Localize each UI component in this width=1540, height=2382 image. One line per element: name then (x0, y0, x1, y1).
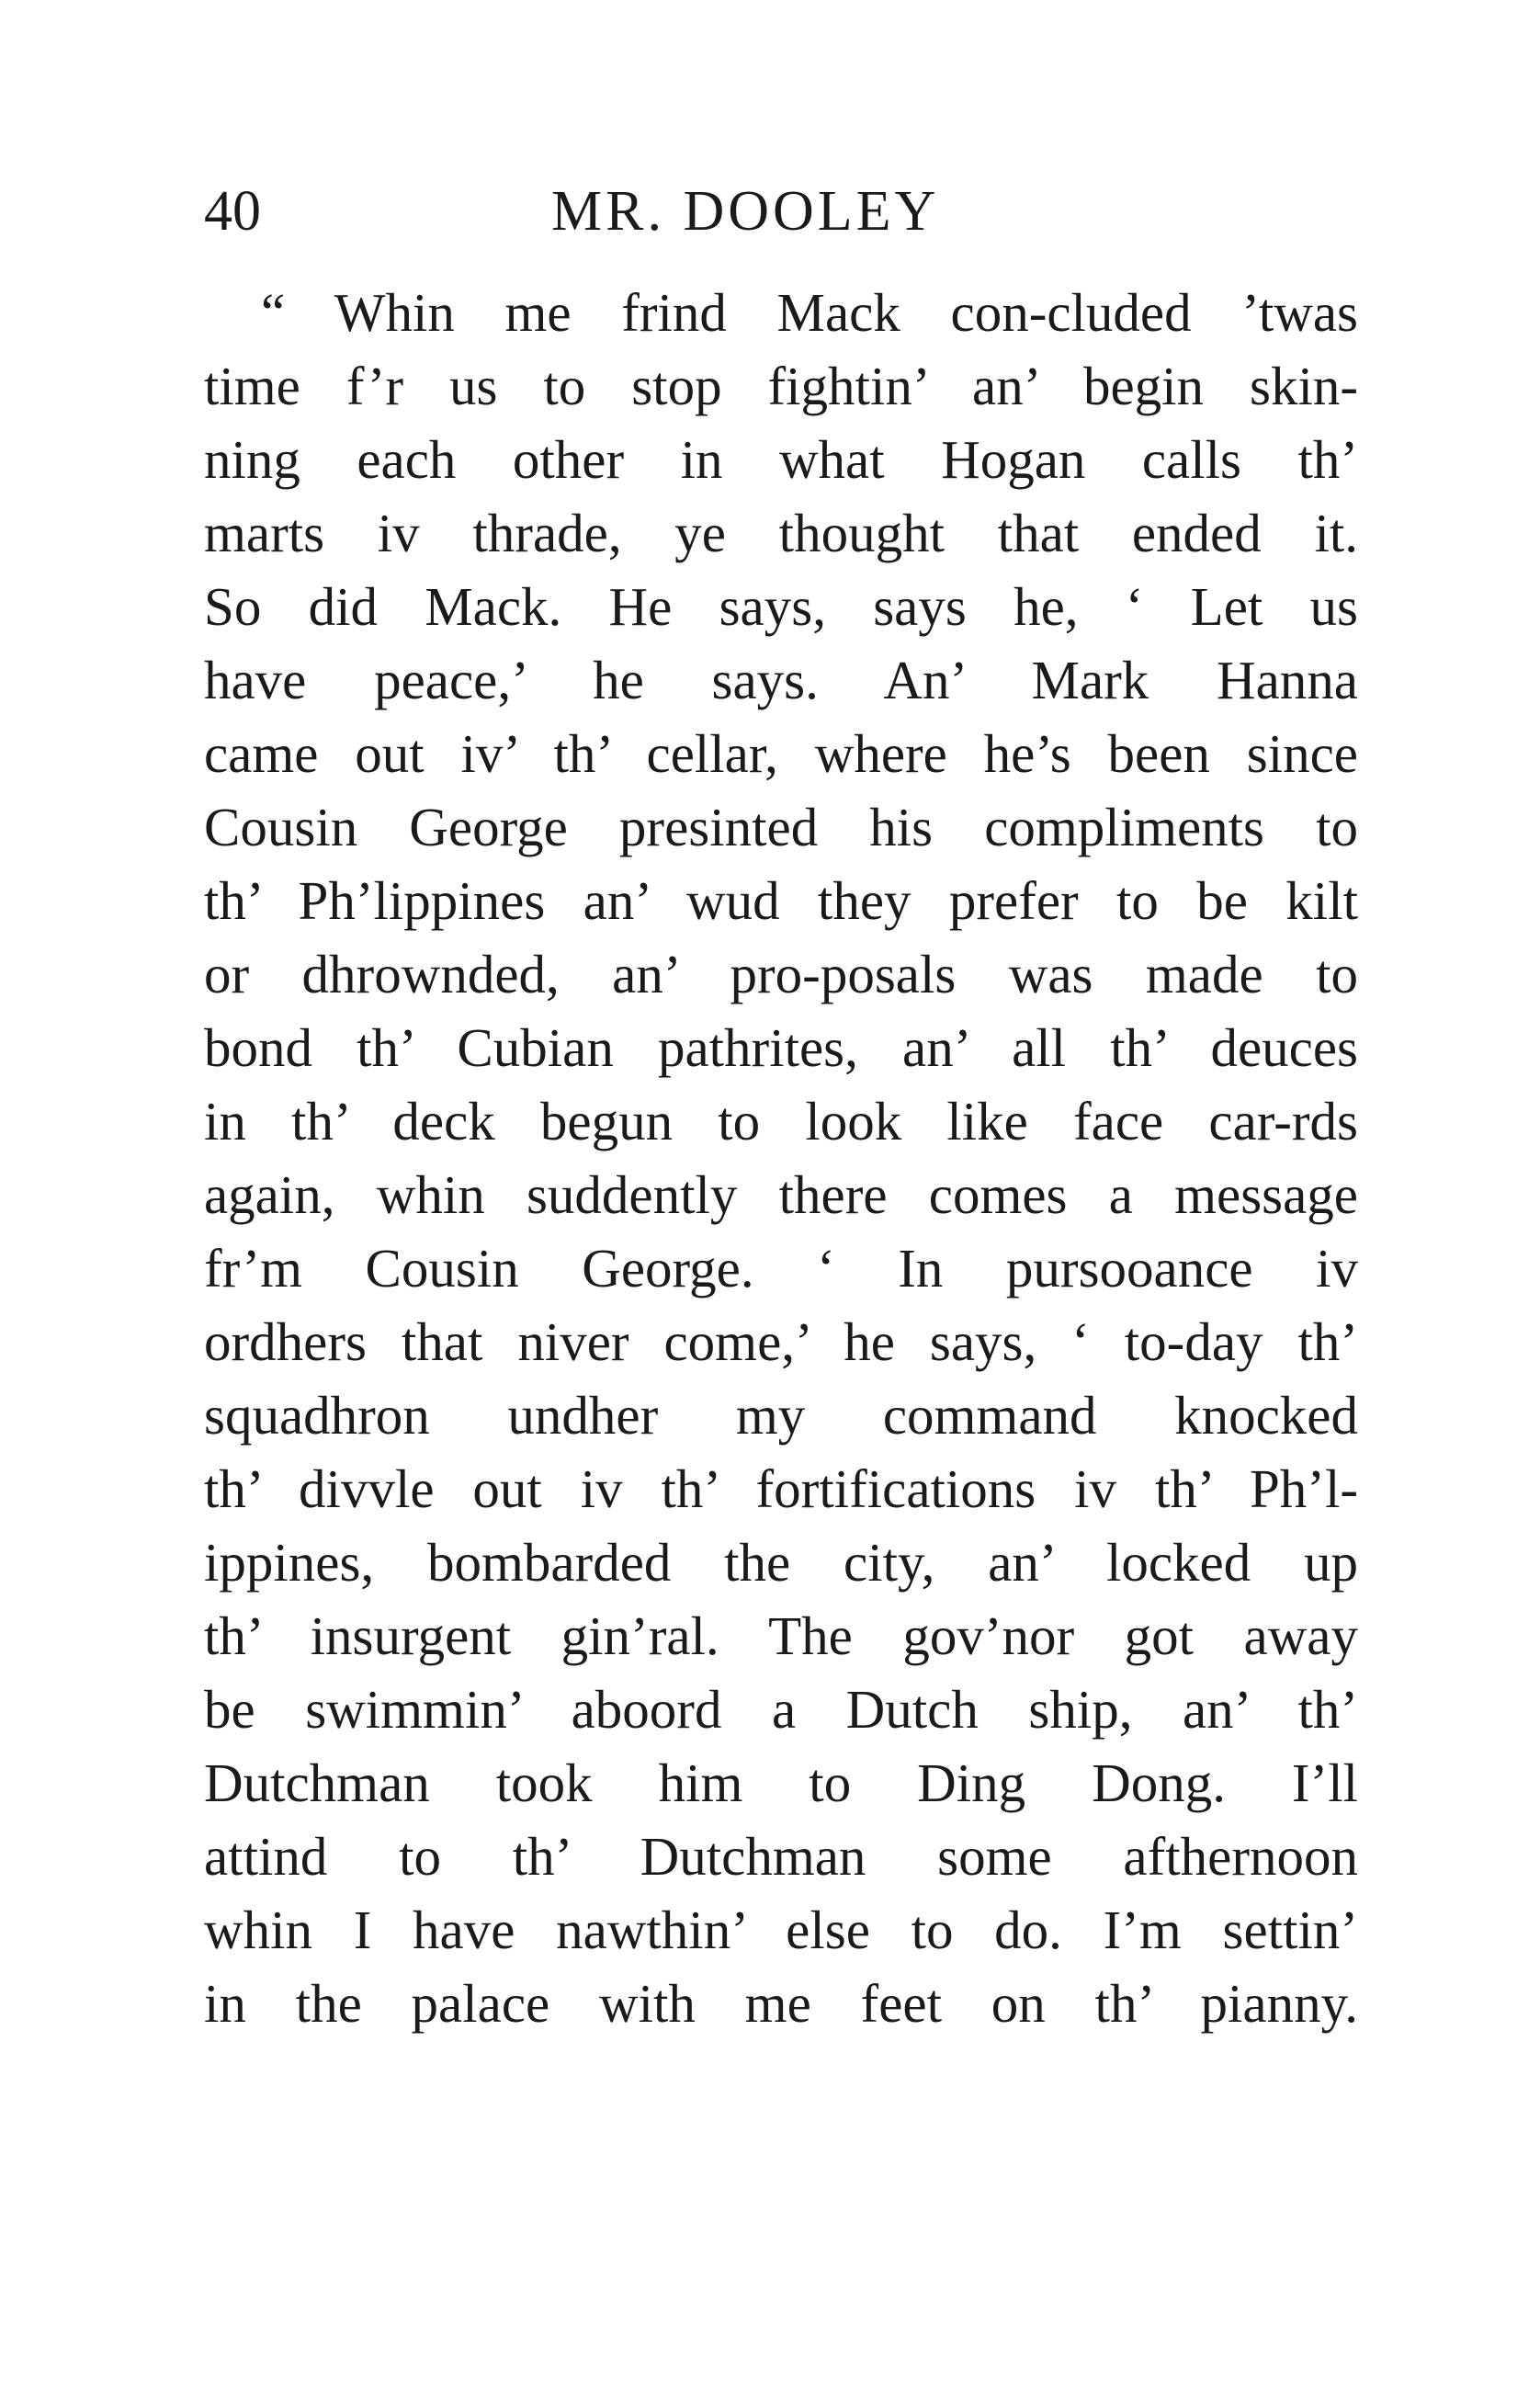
body-text (204, 276, 1358, 2040)
text-line: marts iv thrade, ye thought that ended it. (204, 503, 1358, 563)
text-line: in the palace with me feet on th’ pianny. (204, 1973, 1358, 2034)
text-line: Cousin George presinted his compliments to (204, 797, 1358, 857)
text-line: th’ Ph’lippines an’ wud they prefer to be kilt (204, 870, 1358, 931)
text-line: have peace,’ he says. An’ Mark Hanna (204, 650, 1358, 710)
text-line: time f’r us to stop fightin’ an’ begin skin- (204, 356, 1358, 416)
text-line: whin I have nawthin’ else to do. I’m settin’ (204, 1900, 1358, 1960)
text-line: came out iv’ th’ cellar, where he’s been since (204, 723, 1358, 784)
text-line: in th’ deck begun to look like face car-rds (204, 1091, 1358, 1151)
text-line: bond th’ Cubian pathrites, an’ all th’ deuces (204, 1017, 1358, 1078)
text-line: or dhrownded, an’ pro-posals was made to (204, 944, 1358, 1004)
text-line: ippines, bombarded the city, an’ locked up (204, 1532, 1358, 1593)
text-line: So did Mack. He says, says he, ‘ Let us (204, 576, 1358, 637)
text-line: ordhers that niver come,’ he says, ‘ to-day th’ (204, 1311, 1358, 1372)
text-line: squadhron undher my command knocked (204, 1385, 1358, 1446)
text-line: “ Whin me frind Mack con-cluded ’twas (261, 282, 1358, 343)
text-line: be swimmin’ aboord a Dutch ship, an’ th’ (204, 1679, 1358, 1740)
text-line: again, whin suddently there comes a message (204, 1164, 1358, 1225)
text-line: fr’m Cousin George. ‘ In pursooance iv (204, 1238, 1358, 1299)
text-line: Dutchman took him to Ding Dong. I’ll (204, 1752, 1358, 1813)
running-title: MR. DOOLEY (551, 180, 940, 243)
text-line: ning each other in what Hogan calls th’ (204, 429, 1358, 490)
page-header (204, 179, 1358, 244)
text-line: th’ insurgent gin’ral. The gov’nor got away (204, 1605, 1358, 1666)
page-number: 40 (204, 180, 261, 243)
text-line: th’ divvle out iv th’ fortifications iv th’ Ph’l- (204, 1458, 1358, 1519)
text-line: attind to th’ Dutchman some afthernoon (204, 1826, 1358, 1887)
